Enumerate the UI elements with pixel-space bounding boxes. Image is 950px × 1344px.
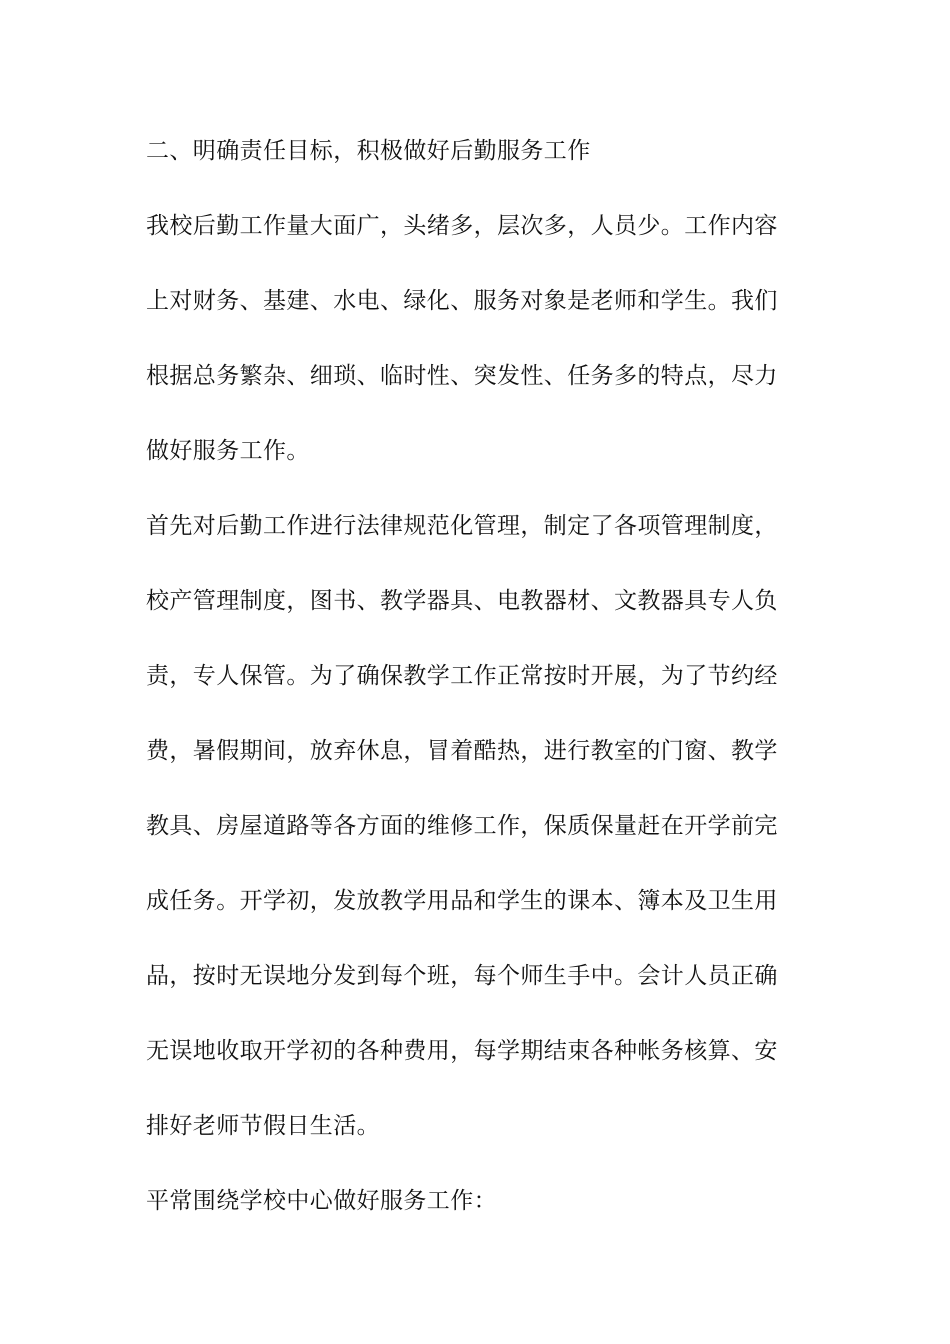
paragraph-line: 上对财务、基建、水电、绿化、服务对象是老师和学生。我们 bbox=[146, 288, 778, 314]
paragraph-line: 费，暑假期间，放弃休息，冒着酷热，进行教室的门窗、教学 bbox=[146, 738, 778, 764]
paragraph-line: 校产管理制度，图书、教学器具、电教器材、文教器具专人负 bbox=[146, 588, 778, 614]
paragraph-line: 平常围绕学校中心做好服务工作： bbox=[146, 1188, 497, 1214]
paragraph-line: 品，按时无误地分发到每个班，每个师生手中。会计人员正确 bbox=[146, 963, 778, 989]
paragraph-line: 教具、房屋道路等各方面的维修工作，保质保量赶在开学前完 bbox=[146, 813, 778, 839]
paragraph-line: 首先对后勤工作进行法律规范化管理，制定了各项管理制度， bbox=[146, 513, 778, 539]
section-heading: 二、明确责任目标，积极做好后勤服务工作 bbox=[146, 138, 591, 164]
paragraph-line: 责，专人保管。为了确保教学工作正常按时开展，为了节约经 bbox=[146, 663, 778, 689]
paragraph-line: 我校后勤工作量大面广，头绪多，层次多，人员少。工作内容 bbox=[146, 213, 778, 239]
paragraph-line: 成任务。开学初，发放教学用品和学生的课本、簿本及卫生用 bbox=[146, 888, 778, 914]
paragraph-line: 排好老师节假日生活。 bbox=[146, 1113, 380, 1139]
paragraph-line: 无误地收取开学初的各种费用，每学期结束各种帐务核算、安 bbox=[146, 1038, 778, 1064]
paragraph-line: 根据总务繁杂、细琐、临时性、突发性、任务多的特点，尽力 bbox=[146, 363, 778, 389]
paragraph-line: 做好服务工作。 bbox=[146, 438, 310, 464]
